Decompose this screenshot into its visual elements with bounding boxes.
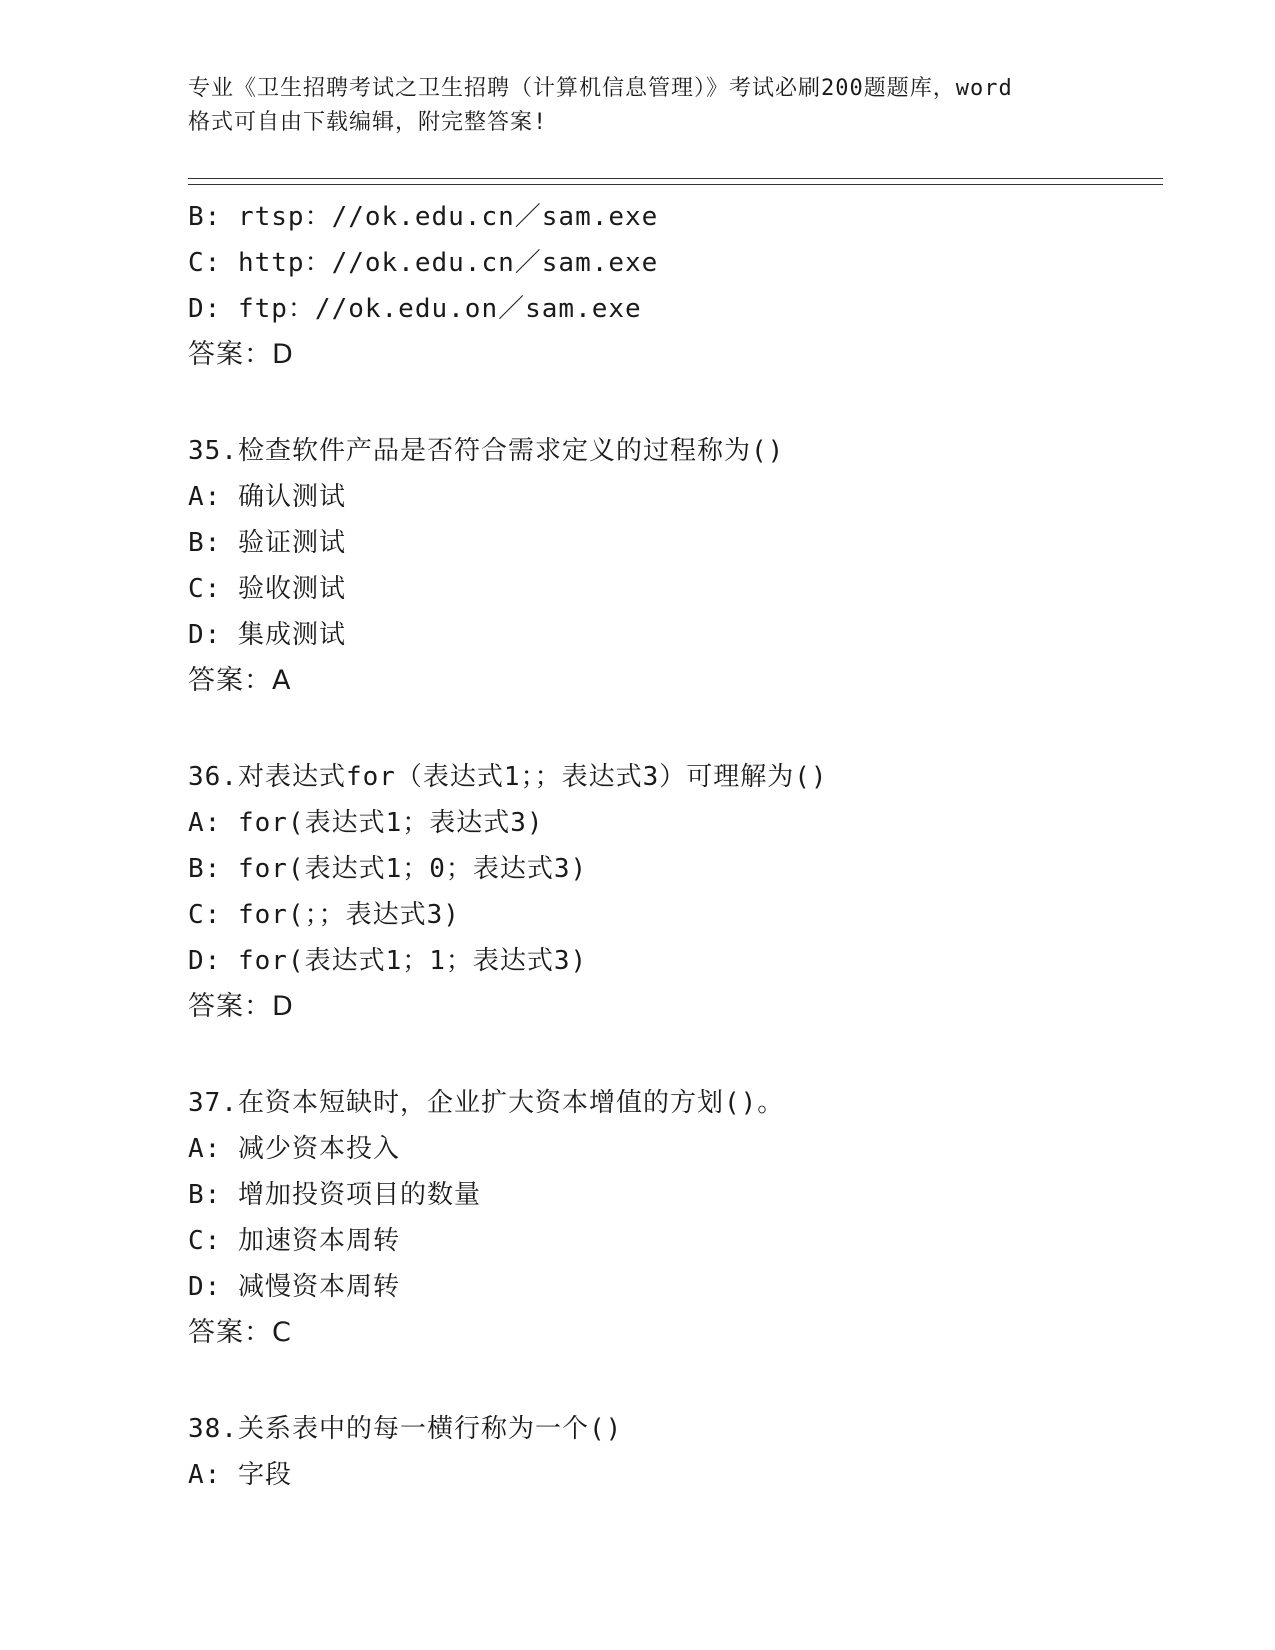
question-text: 38.关系表中的每一横行称为一个() xyxy=(188,1414,623,1444)
question-text: 37.在资本短缺时，企业扩大资本增值的方划()。 xyxy=(188,1088,785,1118)
question-block-38 xyxy=(188,1406,1168,1498)
question-block-37 xyxy=(188,1080,1168,1356)
spacer xyxy=(188,1030,1168,1080)
option-b: B: rtsp：//ok.edu.cn／sam.exe xyxy=(188,202,659,232)
answer: 答案：A xyxy=(188,665,292,696)
question-block-34 xyxy=(188,194,1168,378)
answer: 答案：C xyxy=(188,1317,292,1348)
question-text: 35.检查软件产品是否符合需求定义的过程称为() xyxy=(188,436,785,466)
question-block-35 xyxy=(188,428,1168,704)
spacer xyxy=(188,704,1168,754)
option-c: C: 验收测试 xyxy=(188,574,346,604)
answer: 答案：D xyxy=(188,991,294,1022)
header-divider-bottom xyxy=(188,184,1163,185)
option-a: A: 减少资本投入 xyxy=(188,1134,400,1164)
document-header xyxy=(188,72,1088,140)
answer: 答案：D xyxy=(188,339,294,370)
option-d: D: 减慢资本周转 xyxy=(188,1272,400,1302)
header-line-1: 专业《卫生招聘考试之卫生招聘（计算机信息管理）》考试必刷200题题库，word xyxy=(188,76,1013,101)
spacer xyxy=(188,378,1168,428)
option-a: A: 确认测试 xyxy=(188,482,346,512)
option-c: C: http：//ok.edu.cn／sam.exe xyxy=(188,248,659,278)
option-d: D: 集成测试 xyxy=(188,620,346,650)
question-list xyxy=(188,194,1168,1498)
option-b: B: 验证测试 xyxy=(188,528,346,558)
option-b: B: for(表达式1；0；表达式3) xyxy=(188,854,588,884)
option-c: C: 加速资本周转 xyxy=(188,1226,400,1256)
question-text: 36.对表达式for（表达式1；；表达式3）可理解为() xyxy=(188,762,828,792)
question-block-36 xyxy=(188,754,1168,1030)
spacer xyxy=(188,1356,1168,1406)
option-a: A: 字段 xyxy=(188,1460,292,1490)
header-divider-top xyxy=(188,178,1163,179)
option-a: A: for(表达式1；表达式3) xyxy=(188,808,544,838)
header-line-2: 格式可自由下载编辑，附完整答案! xyxy=(188,110,548,135)
option-c: C: for(；；表达式3) xyxy=(188,900,460,930)
option-d: D: for(表达式1；1；表达式3) xyxy=(188,946,588,976)
option-d: D: ftp：//ok.edu.on／sam.exe xyxy=(188,294,642,324)
option-b: B: 增加投资项目的数量 xyxy=(188,1180,481,1210)
